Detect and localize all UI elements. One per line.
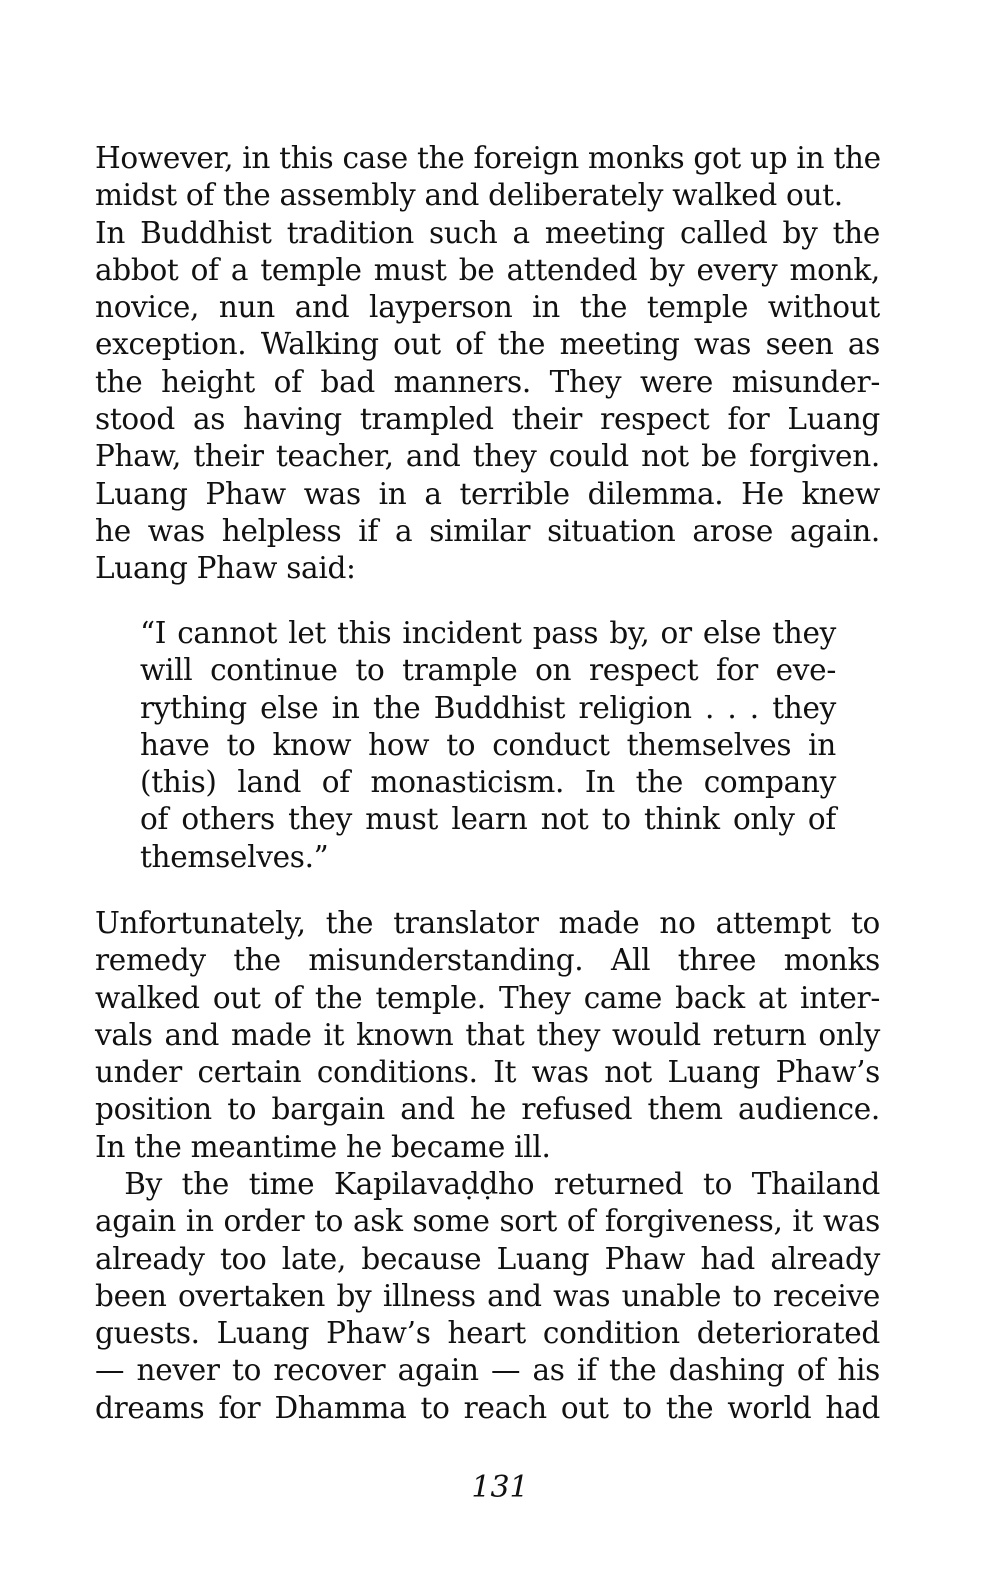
block-quote [140, 615, 836, 876]
text-line: again in order to ask some sort of forgiveness, it was [95, 1204, 880, 1239]
text-line: been overtaken by illness and was unable to receive [95, 1278, 880, 1313]
text-line: vals and made it known that they would return only [95, 1017, 880, 1052]
paragraph-translator [95, 905, 880, 1166]
text-line: In Buddhist tradition such a meeting called by the [95, 215, 880, 250]
text-line: already too late, because Luang Phaw had already [95, 1241, 880, 1276]
text-line: In the meantime he became ill. [95, 1129, 551, 1164]
text-line: Phaw, their teacher, and they could not be forgiven. [95, 439, 880, 474]
text-line: exception. Walking out of the meeting was seen as [95, 327, 880, 362]
text-line: walked out of the temple. They came back at inter- [95, 980, 880, 1015]
page-number: 131 [471, 1470, 529, 1505]
text-line: novice, nun and layperson in the temple without [95, 290, 880, 325]
quote-line: of others they must learn not to think only of [140, 802, 836, 837]
text-line: stood as having trampled their respect for Luang [95, 402, 880, 437]
paragraph-kapilavaddho [95, 1166, 880, 1427]
quote-line: will continue to trample on respect for eve- [140, 653, 836, 688]
quote-line: (this) land of monasticism. In the company [140, 765, 836, 800]
quote-line: themselves.” [140, 839, 329, 874]
text-line: he was helpless if a similar situation arose again. [95, 513, 880, 548]
text-line: remedy the misunderstanding. All three monks [95, 943, 880, 978]
text-line: midst of the assembly and deliberately walked out. [95, 178, 843, 213]
quote-line: rything else in the Buddhist religion . . . they [140, 690, 836, 725]
text-line: dreams for Dhamma to reach out to the world had [95, 1390, 880, 1425]
text-line: — never to recover again — as if the dashing of his [95, 1353, 880, 1388]
text-line: abbot of a temple must be attended by every monk, [95, 252, 880, 287]
text-line: Unfortunately, the translator made no attempt to [95, 906, 880, 940]
text-line: the height of bad manners. They were misunder- [95, 364, 880, 399]
text-line: Luang Phaw said: [95, 551, 356, 586]
text-line: However, in this case the foreign monks got up in the [95, 141, 881, 175]
text-line: By the time Kapilavaḍḍho returned to Thailand [95, 1167, 880, 1201]
quote-line: “I cannot let this incident pass by, or else they [140, 616, 836, 650]
text-line: position to bargain and he refused them audience. [95, 1092, 880, 1127]
quote-line: have to know how to conduct themselves in [140, 727, 836, 762]
text-line: Luang Phaw was in a terrible dilemma. He knew [95, 476, 880, 511]
paragraph-walkout [95, 140, 880, 588]
text-line: under certain conditions. It was not Luang Phaw’s [95, 1055, 880, 1090]
text-line: guests. Luang Phaw’s heart condition deteriorated [95, 1316, 880, 1351]
